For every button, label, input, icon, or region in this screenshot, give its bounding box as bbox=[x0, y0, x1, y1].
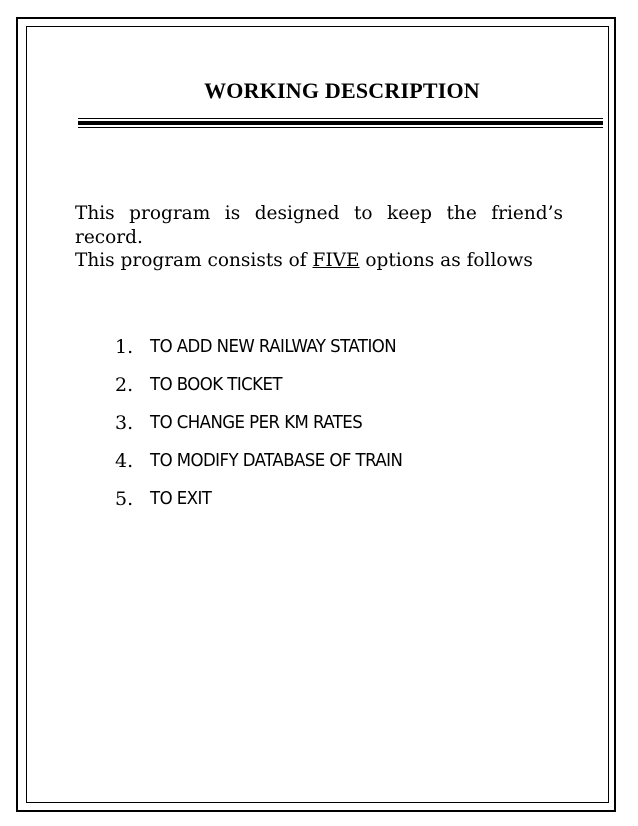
list-item-number: 5. bbox=[115, 488, 134, 510]
list-item-label: TO EXIT bbox=[150, 488, 212, 509]
list-item-number: 1. bbox=[115, 336, 134, 358]
paragraph-2-start: This program consists of bbox=[75, 250, 313, 271]
intro-paragraph-2 bbox=[75, 249, 563, 273]
list-item bbox=[115, 488, 424, 526]
list-item bbox=[115, 336, 424, 374]
title-underline-rule bbox=[78, 118, 603, 129]
list-item-label: TO MODIFY DATABASE OF TRAIN bbox=[150, 450, 403, 471]
options-list bbox=[115, 336, 424, 526]
page-title: WORKING DESCRIPTION bbox=[204, 78, 480, 103]
intro-text bbox=[75, 202, 563, 273]
list-item-label: TO ADD NEW RAILWAY STATION bbox=[150, 336, 397, 357]
list-item-label: TO BOOK TICKET bbox=[150, 374, 282, 395]
option-count: FIVE bbox=[312, 250, 360, 271]
list-item bbox=[115, 412, 424, 450]
list-item bbox=[115, 450, 424, 488]
list-item-number: 2. bbox=[115, 374, 134, 396]
list-item-number: 3. bbox=[115, 412, 134, 434]
intro-paragraph-1: This program is designed to keep the friend’s record. bbox=[75, 203, 563, 248]
list-item-number: 4. bbox=[115, 450, 134, 472]
paragraph-2-end: options as follows bbox=[359, 250, 533, 271]
list-item-label: TO CHANGE PER KM RATES bbox=[150, 412, 363, 433]
list-item bbox=[115, 374, 424, 412]
